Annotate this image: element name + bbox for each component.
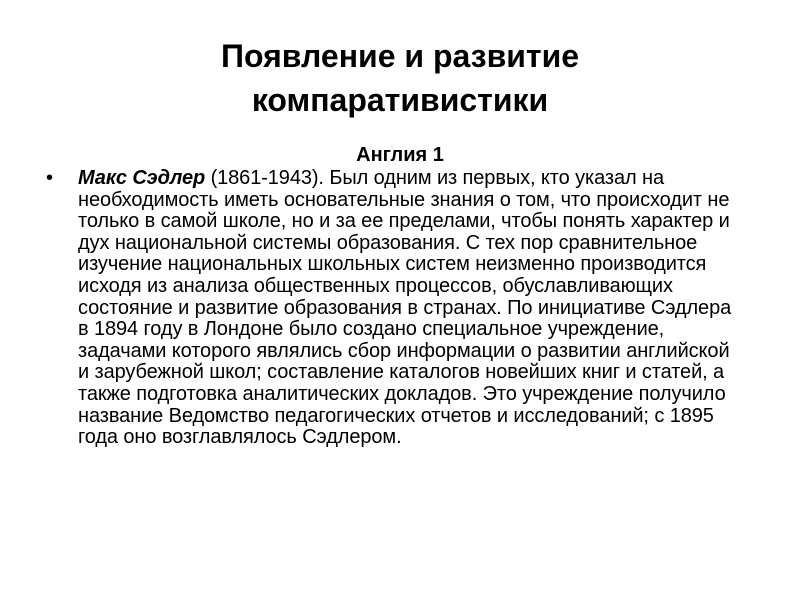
slide-subtitle: Англия 1 [356,144,444,166]
title-line-1: Появление и развитие [220,38,580,74]
slide-title [0,34,800,122]
paragraph-text: (1861-1943). Был одним из первых, кто указал на необходимость иметь основательные знания о том, что происходит не только в самой школе, но и за ее пределами, чтобы понять характер и дух национальной системы образования. С тех пор сравнительное изучение национальных школьных систем неизменно производится исходя из анализа общественных процессов, обуславливающих состояние и развитие образования в странах. По инициативе Сэдлера в 1894 году в Лондоне было создано специальное учреждение, задачами которого являлись сбор информации о развитии английской и зарубежной школ; составление каталогов новейших книг и статей, а также подготовка аналитических докладов. Это учреждение получило название Ведомство педагогических отчетов и исследований; с 1895 года оно возглавлялось Сэдлером. [78,167,732,449]
slide-body [46,168,736,449]
person-name: Макс Сэдлер [78,167,206,189]
title-line-2: компаративистики [251,82,549,118]
bullet-paragraph [78,168,736,449]
bullet-item [46,168,736,449]
bullet-dot-icon: • [46,167,54,189]
